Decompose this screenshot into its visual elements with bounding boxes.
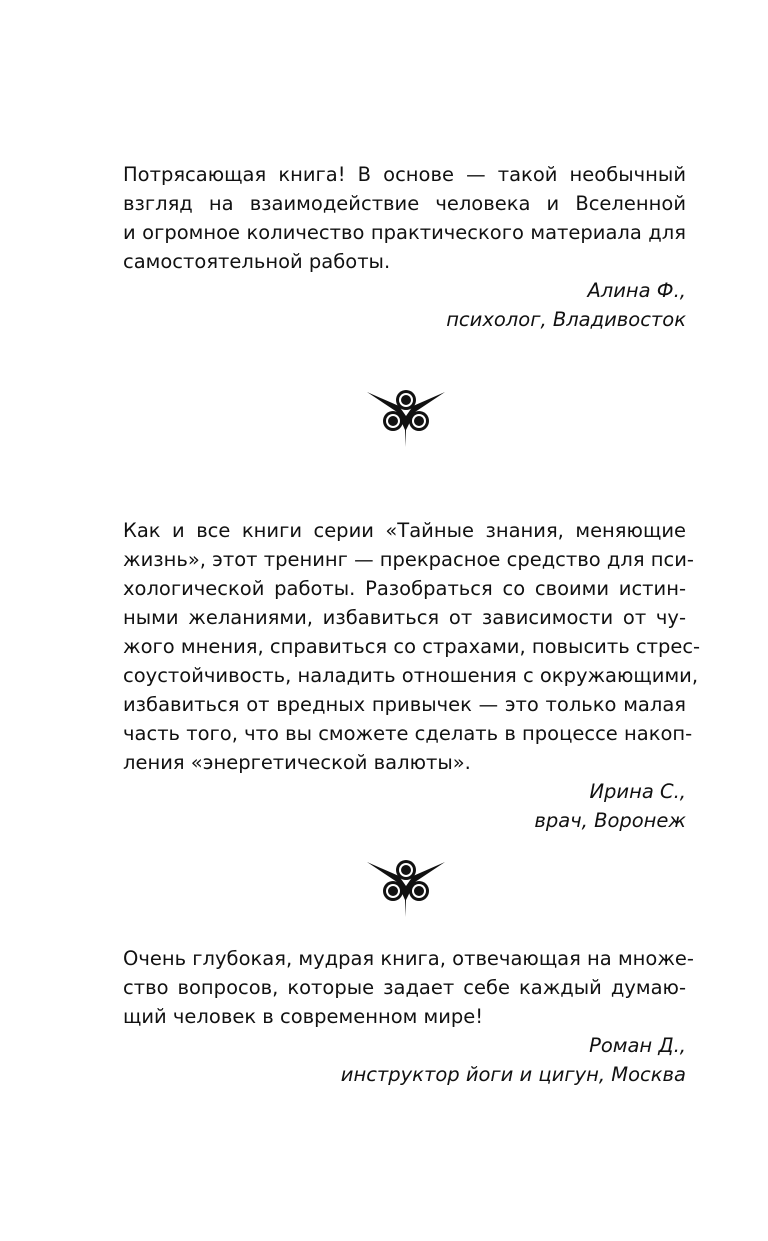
review-text-line: часть того, что вы сможете сделать в процессе накоп- <box>123 722 693 745</box>
review-attribution <box>123 276 686 334</box>
review-role: психолог, Владивосток <box>446 308 686 331</box>
review-text-line: жизнь», этот тренинг — прекрасное средство для пси- <box>123 548 694 571</box>
review-text-line: ство вопросов, которые задает себе каждый думаю- <box>123 976 686 999</box>
review-author: Ирина С., <box>589 780 686 803</box>
review-text-line: взгляд на взаимодействие человека и Вселенной <box>123 192 686 215</box>
review-author: Алина Ф., <box>587 279 686 302</box>
review-text-line: хологической работы. Разобраться со своими истин- <box>123 577 686 600</box>
review-text-line: жого мнения, справиться со страхами, повысить стрес- <box>123 635 701 658</box>
review-role: врач, Воронеж <box>534 809 686 832</box>
ornament-divider-icon <box>365 848 447 918</box>
review-1 <box>123 160 686 334</box>
review-text-line: избавиться от вредных привычек — это только малая <box>123 693 686 716</box>
review-text-line: ными желаниями, избавиться от зависимости от чу- <box>123 606 686 629</box>
ornament-divider-icon <box>365 378 447 448</box>
review-3 <box>123 944 694 1089</box>
review-text-line: Очень глубокая, мудрая книга, отвечающая на множе- <box>123 947 694 970</box>
review-role: инструктор йоги и цигун, Москва <box>340 1063 686 1086</box>
review-2 <box>123 516 701 835</box>
review-author: Роман Д., <box>589 1034 686 1057</box>
review-attribution <box>123 777 686 835</box>
review-text-line: щий человек в современном мире! <box>123 1005 484 1028</box>
review-text-line: самостоятельной работы. <box>123 250 391 273</box>
review-text-line: ления «энергетической валюты». <box>123 751 471 774</box>
review-text-line: соустойчивость, наладить отношения с окружающими, <box>123 664 699 687</box>
review-text-line: Как и все книги серии «Тайные знания, меняющие <box>123 519 686 542</box>
review-text-line: и огромное количество практического материала для <box>123 221 686 244</box>
review-attribution <box>123 1031 686 1089</box>
review-text-line: Потрясающая книга! В основе — такой необычный <box>123 163 686 186</box>
